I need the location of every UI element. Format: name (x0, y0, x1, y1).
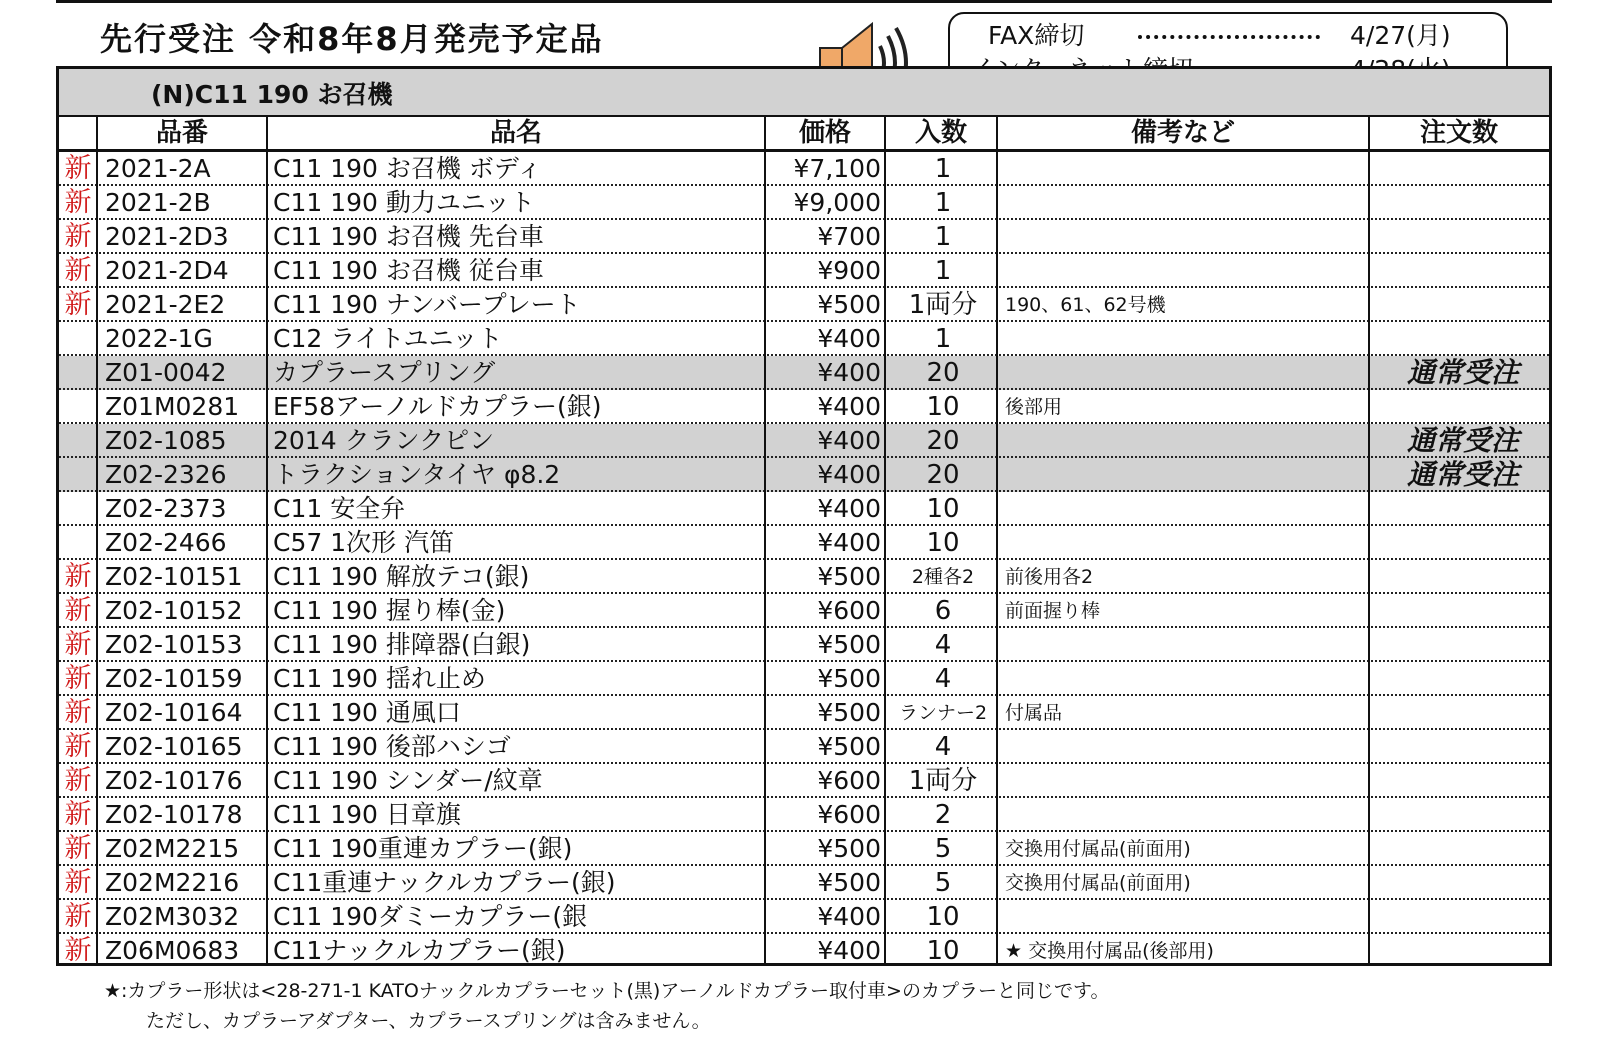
item-note: 交換用付属品(前面用) (1005, 838, 1191, 860)
item-note (1005, 254, 1371, 286)
item-price: ¥900 (817, 256, 881, 285)
table-row (59, 458, 1549, 492)
table-row (59, 288, 1549, 322)
order-field[interactable] (1379, 492, 1547, 524)
new-badge: 新 (64, 663, 92, 694)
item-code: Z02M3032 (105, 902, 240, 931)
item-note: 前面握り棒 (1005, 600, 1101, 622)
item-quantity: 2 (934, 800, 952, 830)
item-price: ¥9,000 (793, 188, 881, 217)
table-row (59, 390, 1549, 424)
item-price: ¥500 (817, 290, 881, 319)
order-field[interactable] (1379, 662, 1547, 694)
table-row (59, 662, 1549, 696)
new-badge (59, 356, 97, 388)
item-name: C11 190 お召機 ボディ (273, 154, 542, 183)
new-badge (59, 424, 97, 456)
item-name: C11 190 解放テコ(銀) (273, 562, 530, 591)
header-note: 備考など (1130, 118, 1235, 148)
order-field[interactable] (1379, 900, 1547, 932)
item-name: C11 190 揺れ止め (273, 664, 486, 693)
new-badge: 新 (64, 799, 92, 830)
new-badge: 新 (64, 765, 92, 796)
table-row (59, 424, 1549, 458)
item-price: ¥500 (817, 834, 881, 863)
item-name: C11ナックルカプラー(銀) (273, 936, 566, 965)
item-price: ¥600 (817, 766, 881, 795)
item-name: C11 安全弁 (273, 494, 406, 523)
order-field[interactable] (1379, 254, 1547, 286)
item-code: Z06M0683 (105, 936, 240, 965)
item-price: ¥600 (817, 596, 881, 625)
item-code: Z02M2215 (105, 834, 240, 863)
header-qty: 入数 (914, 118, 967, 148)
item-price: ¥400 (817, 528, 881, 557)
table-row (59, 696, 1549, 730)
item-quantity: 20 (926, 460, 960, 490)
column-divider (996, 117, 998, 963)
item-note (1005, 152, 1371, 184)
item-note (1005, 526, 1371, 558)
order-field[interactable] (1379, 220, 1547, 252)
column-divider (1368, 117, 1370, 963)
item-note (1005, 900, 1371, 932)
item-price: ¥400 (817, 324, 881, 353)
new-badge: 新 (64, 833, 92, 864)
item-code: Z02-10152 (105, 596, 243, 625)
section-header (59, 69, 1549, 117)
item-note: 後部用 (1005, 396, 1063, 418)
header-code: 品番 (155, 118, 208, 148)
item-name: 2014 クランクピン (273, 426, 495, 455)
new-badge (59, 492, 97, 524)
item-note (1005, 220, 1371, 252)
order-field[interactable]: 通常受注 (1406, 458, 1519, 491)
order-field[interactable] (1379, 152, 1547, 184)
item-price: ¥500 (817, 664, 881, 693)
item-code: Z02-10176 (105, 766, 243, 795)
column-header-row (59, 117, 1549, 152)
new-badge: 新 (64, 731, 92, 762)
item-note (1005, 628, 1371, 660)
new-badge: 新 (64, 595, 92, 626)
table-row (59, 492, 1549, 526)
item-quantity: 1両分 (908, 766, 978, 796)
item-name: C11 190 動力ユニット (273, 188, 535, 217)
new-badge: 新 (64, 221, 92, 252)
item-note (1005, 764, 1371, 796)
item-price: ¥500 (817, 630, 881, 659)
footnote: ただし、カプラーアダプター、カプラースプリングは含みません。 (146, 1010, 711, 1032)
item-code: Z02-2466 (105, 528, 227, 557)
item-quantity: 6 (934, 596, 952, 626)
item-code: Z02M2216 (105, 868, 240, 897)
item-name: トラクションタイヤ φ8.2 (273, 460, 561, 489)
item-price: ¥400 (817, 460, 881, 489)
item-price: ¥400 (817, 902, 881, 931)
item-name: C11 190 日章旗 (273, 800, 461, 829)
table-row (59, 526, 1549, 560)
item-name: C11 190 ナンバープレート (273, 290, 581, 319)
order-field[interactable]: 通常受注 (1406, 424, 1519, 457)
table-row (59, 322, 1549, 356)
item-note: 前後用各2 (1005, 566, 1094, 588)
item-price: ¥600 (817, 800, 881, 829)
new-badge: 新 (64, 289, 92, 320)
item-price: ¥400 (817, 426, 881, 455)
item-code: Z02-10153 (105, 630, 243, 659)
table-row (59, 900, 1549, 934)
item-name: C11重連ナックルカプラー(銀) (273, 868, 616, 897)
item-code: 2021-2E2 (105, 290, 226, 319)
item-price: ¥400 (817, 358, 881, 387)
new-badge: 新 (64, 153, 92, 184)
item-note (1005, 458, 1371, 490)
item-name: C11 190 通風口 (273, 698, 461, 727)
page-title: 先行受注 令和8年8月発売予定品 (100, 20, 604, 58)
order-field[interactable] (1379, 934, 1547, 966)
table-row (59, 628, 1549, 662)
item-price: ¥500 (817, 868, 881, 897)
item-price: ¥7,100 (793, 154, 881, 183)
column-divider (96, 117, 98, 963)
item-quantity: ランナー2 (898, 702, 988, 724)
table-row (59, 220, 1549, 254)
item-note (1005, 492, 1371, 524)
column-divider (884, 117, 886, 963)
item-quantity: 1 (934, 154, 952, 184)
item-quantity: 1 (934, 324, 952, 354)
table-row (59, 934, 1549, 968)
item-price: ¥400 (817, 936, 881, 965)
table-row (59, 254, 1549, 288)
item-name: C11 190 シンダー/紋章 (273, 766, 543, 795)
item-price: ¥400 (817, 392, 881, 421)
order-field[interactable] (1379, 594, 1547, 626)
item-price: ¥400 (817, 494, 881, 523)
order-field[interactable] (1379, 764, 1547, 796)
item-note (1005, 186, 1371, 218)
new-badge: 新 (64, 697, 92, 728)
item-quantity: 4 (934, 630, 952, 660)
table-row (59, 356, 1549, 390)
order-field[interactable]: 通常受注 (1406, 356, 1519, 389)
new-badge (59, 322, 97, 354)
item-code: Z02-2373 (105, 494, 227, 523)
new-badge: 新 (64, 901, 92, 932)
order-field[interactable] (1379, 832, 1547, 864)
item-quantity: 10 (926, 902, 960, 932)
item-code: Z02-10165 (105, 732, 243, 761)
item-code: Z02-1085 (105, 426, 227, 455)
deadline-label: FAX締切 (988, 21, 1085, 50)
order-field[interactable] (1379, 560, 1547, 592)
table-row (59, 866, 1549, 900)
item-quantity: 10 (926, 494, 960, 524)
item-price: ¥500 (817, 732, 881, 761)
item-note (1005, 798, 1371, 830)
item-name: C57 1次形 汽笛 (273, 528, 455, 557)
table-body (59, 152, 1549, 968)
new-badge: 新 (64, 935, 92, 966)
item-code: 2022-1G (105, 324, 213, 353)
item-code: Z01M0281 (105, 392, 240, 421)
column-divider (764, 117, 766, 963)
table-row (59, 730, 1549, 764)
item-code: Z02-10164 (105, 698, 243, 727)
item-price: ¥500 (817, 698, 881, 727)
order-field[interactable] (1379, 526, 1547, 558)
item-price: ¥500 (817, 562, 881, 591)
item-code: 2021-2B (105, 188, 211, 217)
order-field[interactable] (1379, 390, 1547, 422)
new-badge: 新 (64, 867, 92, 898)
new-badge (59, 526, 97, 558)
item-code: Z01-0042 (105, 358, 227, 387)
item-quantity: 1 (934, 222, 952, 252)
item-quantity: 20 (926, 426, 960, 456)
table-row (59, 560, 1549, 594)
item-name: EF58アーノルドカプラー(銀) (273, 392, 602, 421)
item-quantity: 10 (926, 392, 960, 422)
item-code: Z02-10159 (105, 664, 243, 693)
item-note: 交換用付属品(前面用) (1005, 872, 1191, 894)
item-quantity: 1 (934, 256, 952, 286)
item-note: 付属品 (1005, 702, 1063, 724)
order-field[interactable] (1379, 730, 1547, 762)
order-table (56, 66, 1552, 966)
item-name: C11 190ダミーカプラー(銀 (273, 902, 588, 931)
item-note (1005, 424, 1371, 456)
table-row (59, 594, 1549, 628)
item-code: 2021-2D4 (105, 256, 229, 285)
item-name: C11 190 お召機 先台車 (273, 222, 544, 251)
item-code: Z02-10178 (105, 800, 243, 829)
item-note: 190、61、62号機 (1005, 294, 1166, 316)
item-code: 2021-2D3 (105, 222, 229, 251)
item-note: ★ 交換用付属品(後部用) (1005, 940, 1214, 962)
item-note (1005, 662, 1371, 694)
top-rule (56, 0, 1552, 3)
leader-dots (1138, 35, 1320, 39)
item-quantity: 1 (934, 188, 952, 218)
item-name: C11 190重連カプラー(銀) (273, 834, 573, 863)
table-row (59, 764, 1549, 798)
table-row (59, 832, 1549, 866)
table-row (59, 798, 1549, 832)
section-title: (N)C11 190 お召機 (151, 80, 393, 109)
item-code: Z02-10151 (105, 562, 243, 591)
item-code: 2021-2A (105, 154, 211, 183)
new-badge: 新 (64, 629, 92, 660)
new-badge (59, 390, 97, 422)
item-quantity: 5 (934, 868, 952, 898)
order-field[interactable] (1379, 696, 1547, 728)
item-quantity: 2種各2 (911, 566, 975, 588)
item-name: C11 190 排障器(白銀) (273, 630, 531, 659)
item-name: カプラースプリング (273, 358, 496, 387)
item-quantity: 5 (934, 834, 952, 864)
order-field[interactable] (1379, 798, 1547, 830)
item-quantity: 10 (926, 528, 960, 558)
item-quantity: 1両分 (908, 290, 978, 320)
order-field[interactable] (1379, 322, 1547, 354)
table-row (59, 186, 1549, 220)
item-price: ¥700 (817, 222, 881, 251)
item-quantity: 20 (926, 358, 960, 388)
item-note (1005, 730, 1371, 762)
item-quantity: 10 (926, 936, 960, 966)
deadline-date: 4/27(月) (1350, 21, 1451, 50)
item-name: C11 190 お召機 従台車 (273, 256, 544, 285)
new-badge: 新 (64, 187, 92, 218)
header-order: 注文数 (1419, 118, 1498, 148)
item-note (1005, 356, 1371, 388)
order-field[interactable] (1379, 288, 1547, 320)
footnote: ★:カプラー形状は<28-271-1 KATOナックルカプラーセット(黒)アーノルドカプラー取付車>のカプラーと同じです。 (104, 980, 1110, 1002)
order-field[interactable] (1379, 866, 1547, 898)
item-quantity: 4 (934, 664, 952, 694)
order-field[interactable] (1379, 186, 1547, 218)
item-note (1005, 322, 1371, 354)
item-name: C11 190 握り棒(金) (273, 596, 506, 625)
item-code: Z02-2326 (105, 460, 227, 489)
table-row (59, 152, 1549, 186)
item-name: C11 190 後部ハシゴ (273, 732, 511, 761)
item-quantity: 4 (934, 732, 952, 762)
column-divider (266, 117, 268, 963)
header-price: 価格 (798, 118, 851, 148)
new-badge (59, 458, 97, 490)
new-badge: 新 (64, 255, 92, 286)
new-badge: 新 (64, 561, 92, 592)
item-name: C12 ライトユニット (273, 324, 503, 353)
header-name: 品名 (489, 118, 542, 148)
order-field[interactable] (1379, 628, 1547, 660)
